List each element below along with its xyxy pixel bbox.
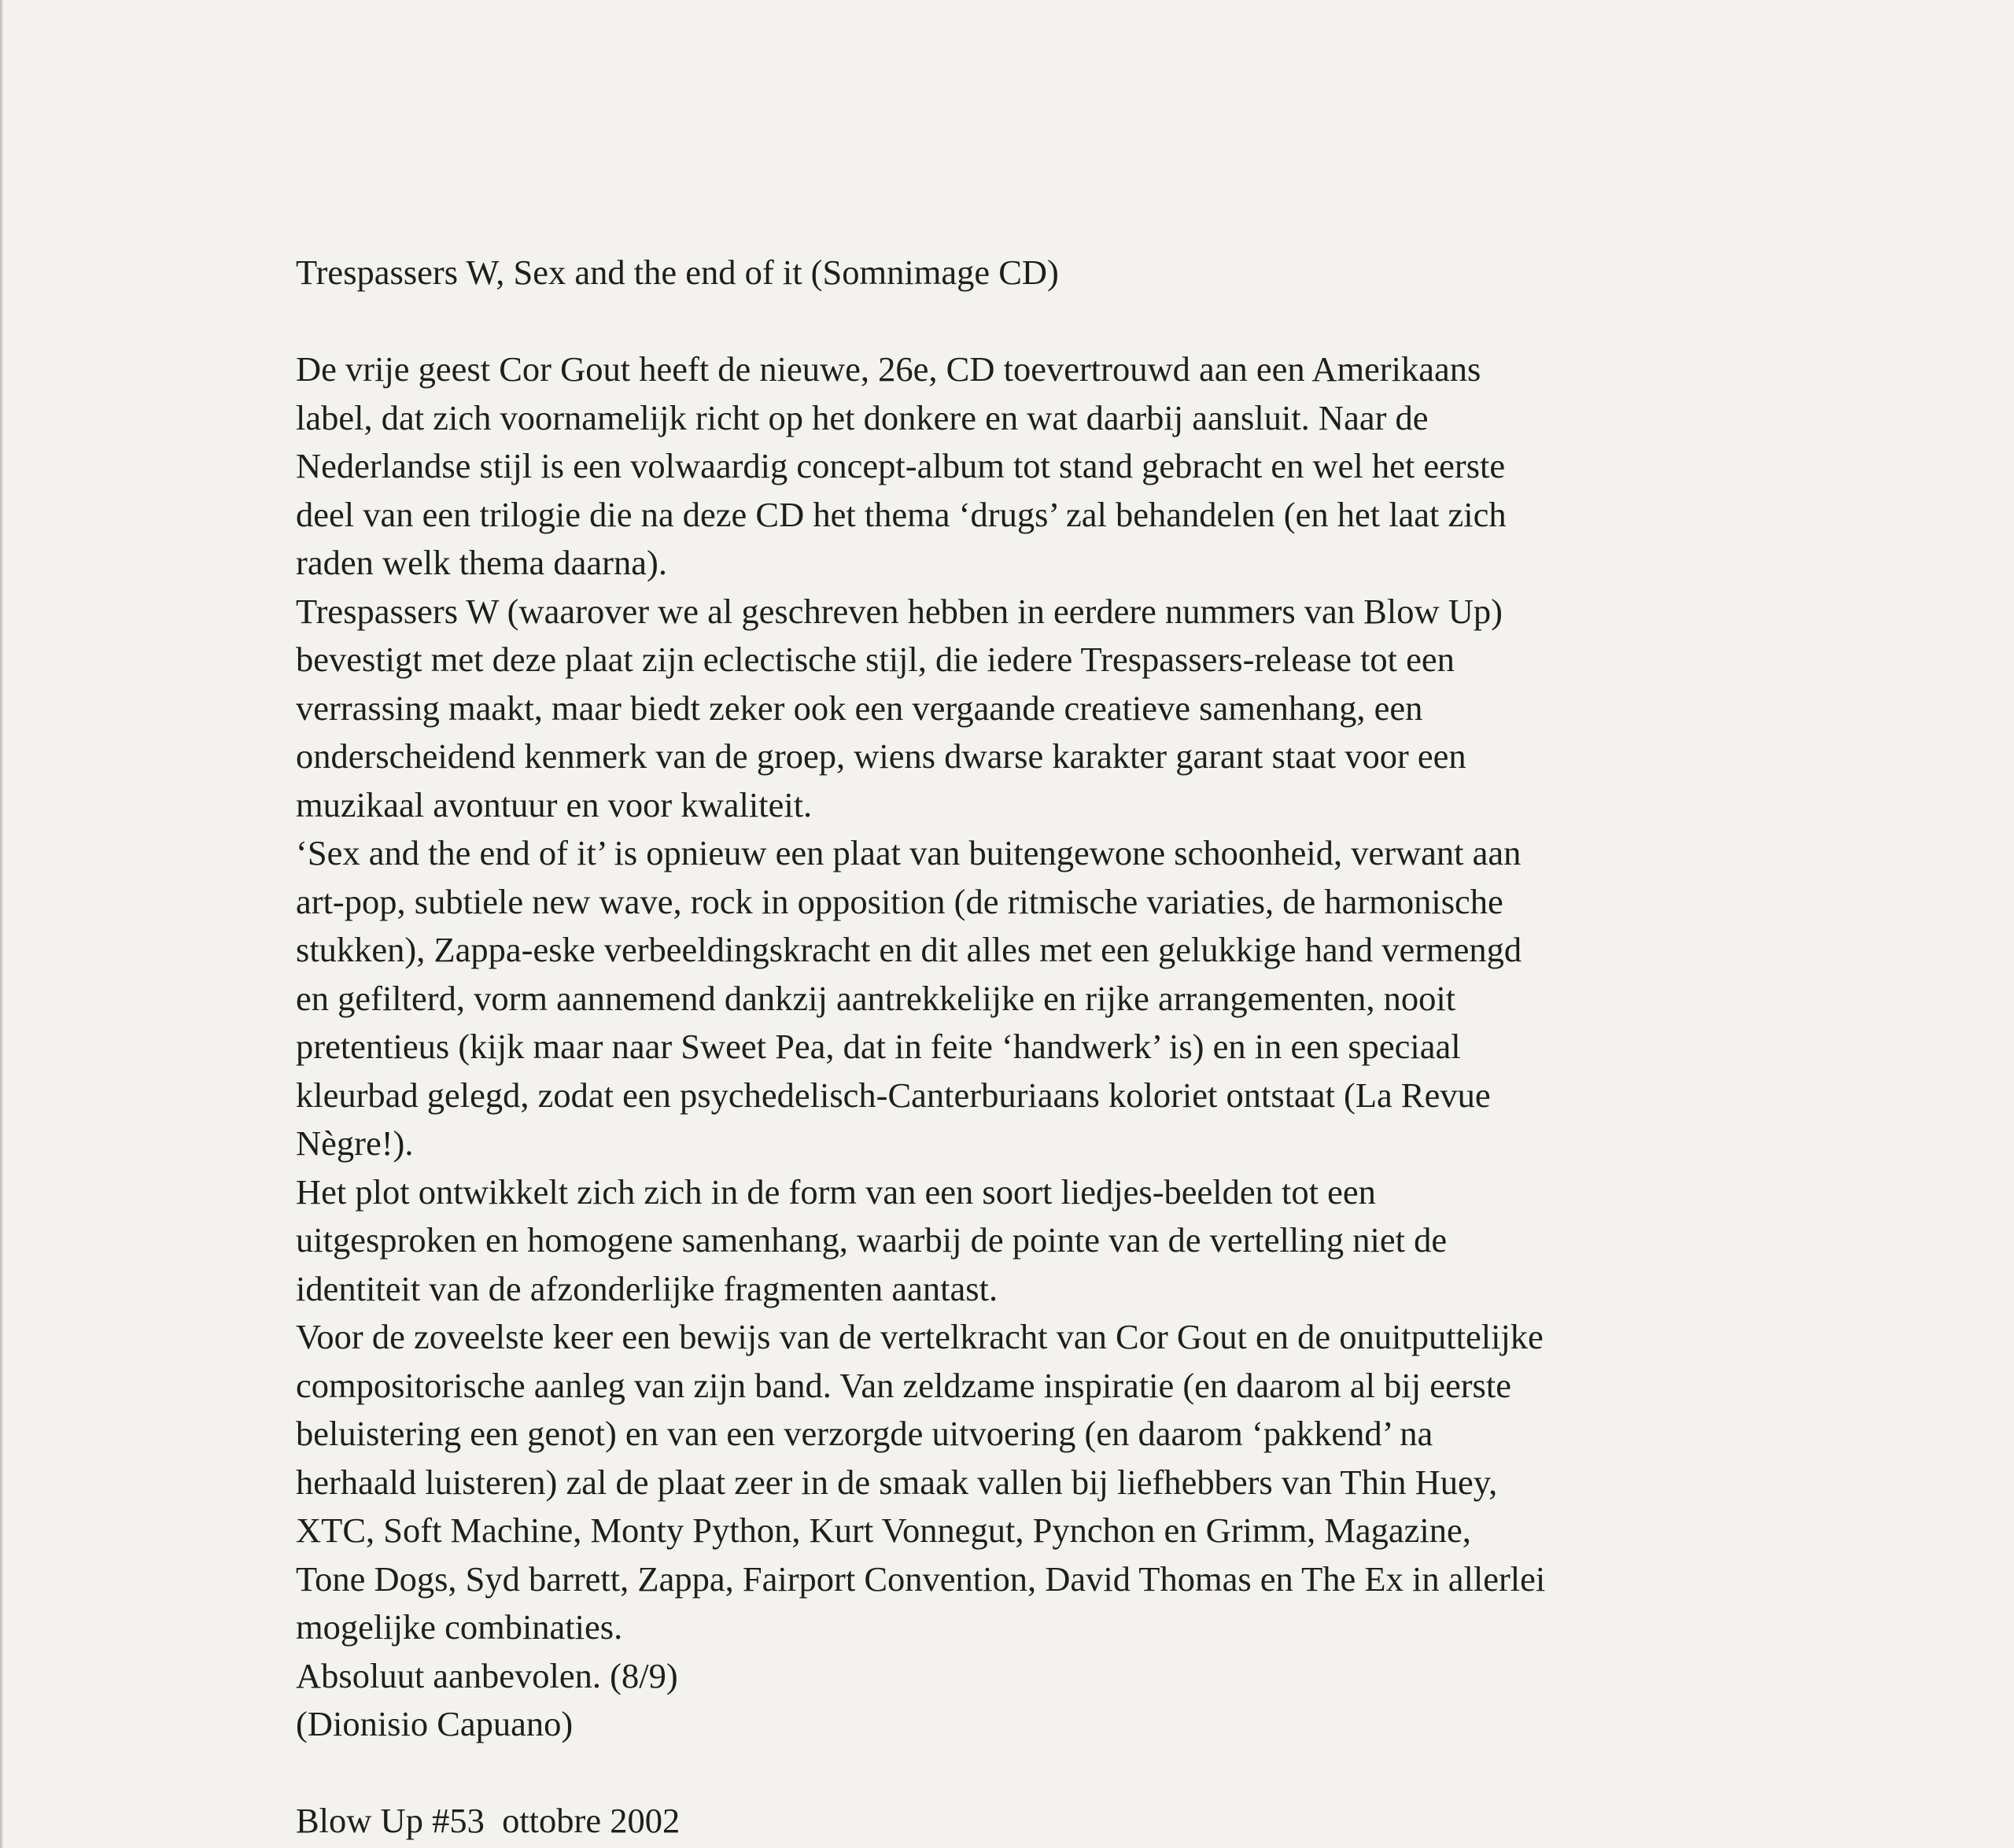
footer-spacer [296, 1749, 1791, 1798]
text-line: Het plot ontwikkelt zich zich in de form van een soort liedjes-beelden tot een [296, 1171, 1376, 1212]
text-line: bevestigt met deze plaat zijn eclectische stijl, die iedere Trespassers-release tot een [296, 640, 1455, 679]
text-line: Voor de zoveelste keer een bewijs van de vertelkracht van Cor Gout en de onuitputtelijke [296, 1317, 1544, 1356]
text-line: (Dionisio Capuano) [296, 1704, 574, 1743]
text-line: onderscheidend kenmerk van de groep, wiens dwarse karakter garant staat voor een [296, 736, 1466, 776]
text-line: kleurbad gelegd, zodat een psychedelisch-Canterburiaans koloriet ontstaat (La Revue [296, 1075, 1491, 1115]
text-line: compositorische aanleg van zijn band. Van zeldzame inspiratie (en daarom al bij eerste [296, 1365, 1511, 1405]
text-line: raden welk thema daarna). [296, 543, 667, 582]
paragraph [296, 829, 1791, 1168]
paragraph [296, 1700, 1791, 1749]
text-line: deel van een trilogie die na deze CD het thema ‘drugs’ zal behandelen (en het laat zich [296, 494, 1507, 534]
title-spacer [296, 297, 1791, 346]
text-line: herhaald luisteren) zal de plaat zeer in de smaak vallen bij liefhebbers van Thin Huey, [296, 1462, 1498, 1502]
text-line: art-pop, subtiele new wave, rock in opposition (de ritmische variaties, de harmonische [296, 881, 1503, 921]
text-line: XTC, Soft Machine, Monty Python, Kurt Vonnegut, Pynchon en Grimm, Magazine, [296, 1510, 1471, 1550]
text-line: label, dat zich voornamelijk richt op het donkere en wat daarbij aansluit. Naar de [296, 397, 1429, 437]
paragraph [296, 345, 1791, 588]
text-line: Nègre!). [296, 1123, 414, 1163]
text-line: uitgesproken en homogene samenhang, waarbij de pointe van de vertelling niet de [296, 1220, 1448, 1260]
document-title: Trespassers W, Sex and the end of it (Somnimage CD) [296, 253, 1059, 292]
paragraph [296, 1652, 1791, 1701]
publication-footer: Blow Up #53 ottobre 2002 [296, 1801, 681, 1840]
text-line: beluistering een genot) en van een verzorgde uitvoering (en daarom ‘pakkend’ na [296, 1414, 1433, 1453]
text-line: en gefilterd, vorm aannemend dankzij aantrekkelijke en rijke arrangementen, nooit [296, 978, 1456, 1018]
text-line: stukken), Zappa-eske verbeeldingskracht en dit alles met een gelukkige hand vermengd [296, 930, 1522, 969]
paragraph [296, 1168, 1791, 1314]
text-line: De vrije geest Cor Gout heeft de nieuwe, 26e, CD toevertrouwd aan een Amerikaans [296, 349, 1481, 389]
text-line: Absoluut aanbevolen. (8/9) [296, 1655, 678, 1695]
text-line: verrassing maakt, maar biedt zeker ook een vergaande creatieve samenhang, een [296, 688, 1423, 728]
text-line: mogelijke combinaties. [296, 1607, 623, 1647]
page-edge [0, 0, 3, 1848]
text-line: Trespassers W (waarover we al geschreven hebben in eerdere nummers van Blow Up) [296, 591, 1503, 631]
document [296, 249, 1791, 1846]
text-line: Nederlandse stijl is een volwaardig concept-album tot stand gebracht en wel het eerste [296, 446, 1506, 485]
text-line: pretentieus (kijk maar naar Sweet Pea, dat in feite ‘handwerk’ is) en in een speciaal [296, 1027, 1461, 1066]
text-line: identiteit van de afzonderlijke fragmenten aantast. [296, 1268, 998, 1308]
text-line: ‘Sex and the end of it’ is opnieuw een plaat van buitengewone schoonheid, verwant aan [296, 833, 1522, 872]
paragraph [296, 588, 1791, 830]
text-line: Tone Dogs, Syd barrett, Zappa, Fairport Convention, David Thomas en The Ex in allerlei [296, 1558, 1546, 1599]
paragraph [296, 1313, 1791, 1652]
text-line: muzikaal avontuur en voor kwaliteit. [296, 784, 813, 824]
review-body [296, 345, 1791, 1749]
